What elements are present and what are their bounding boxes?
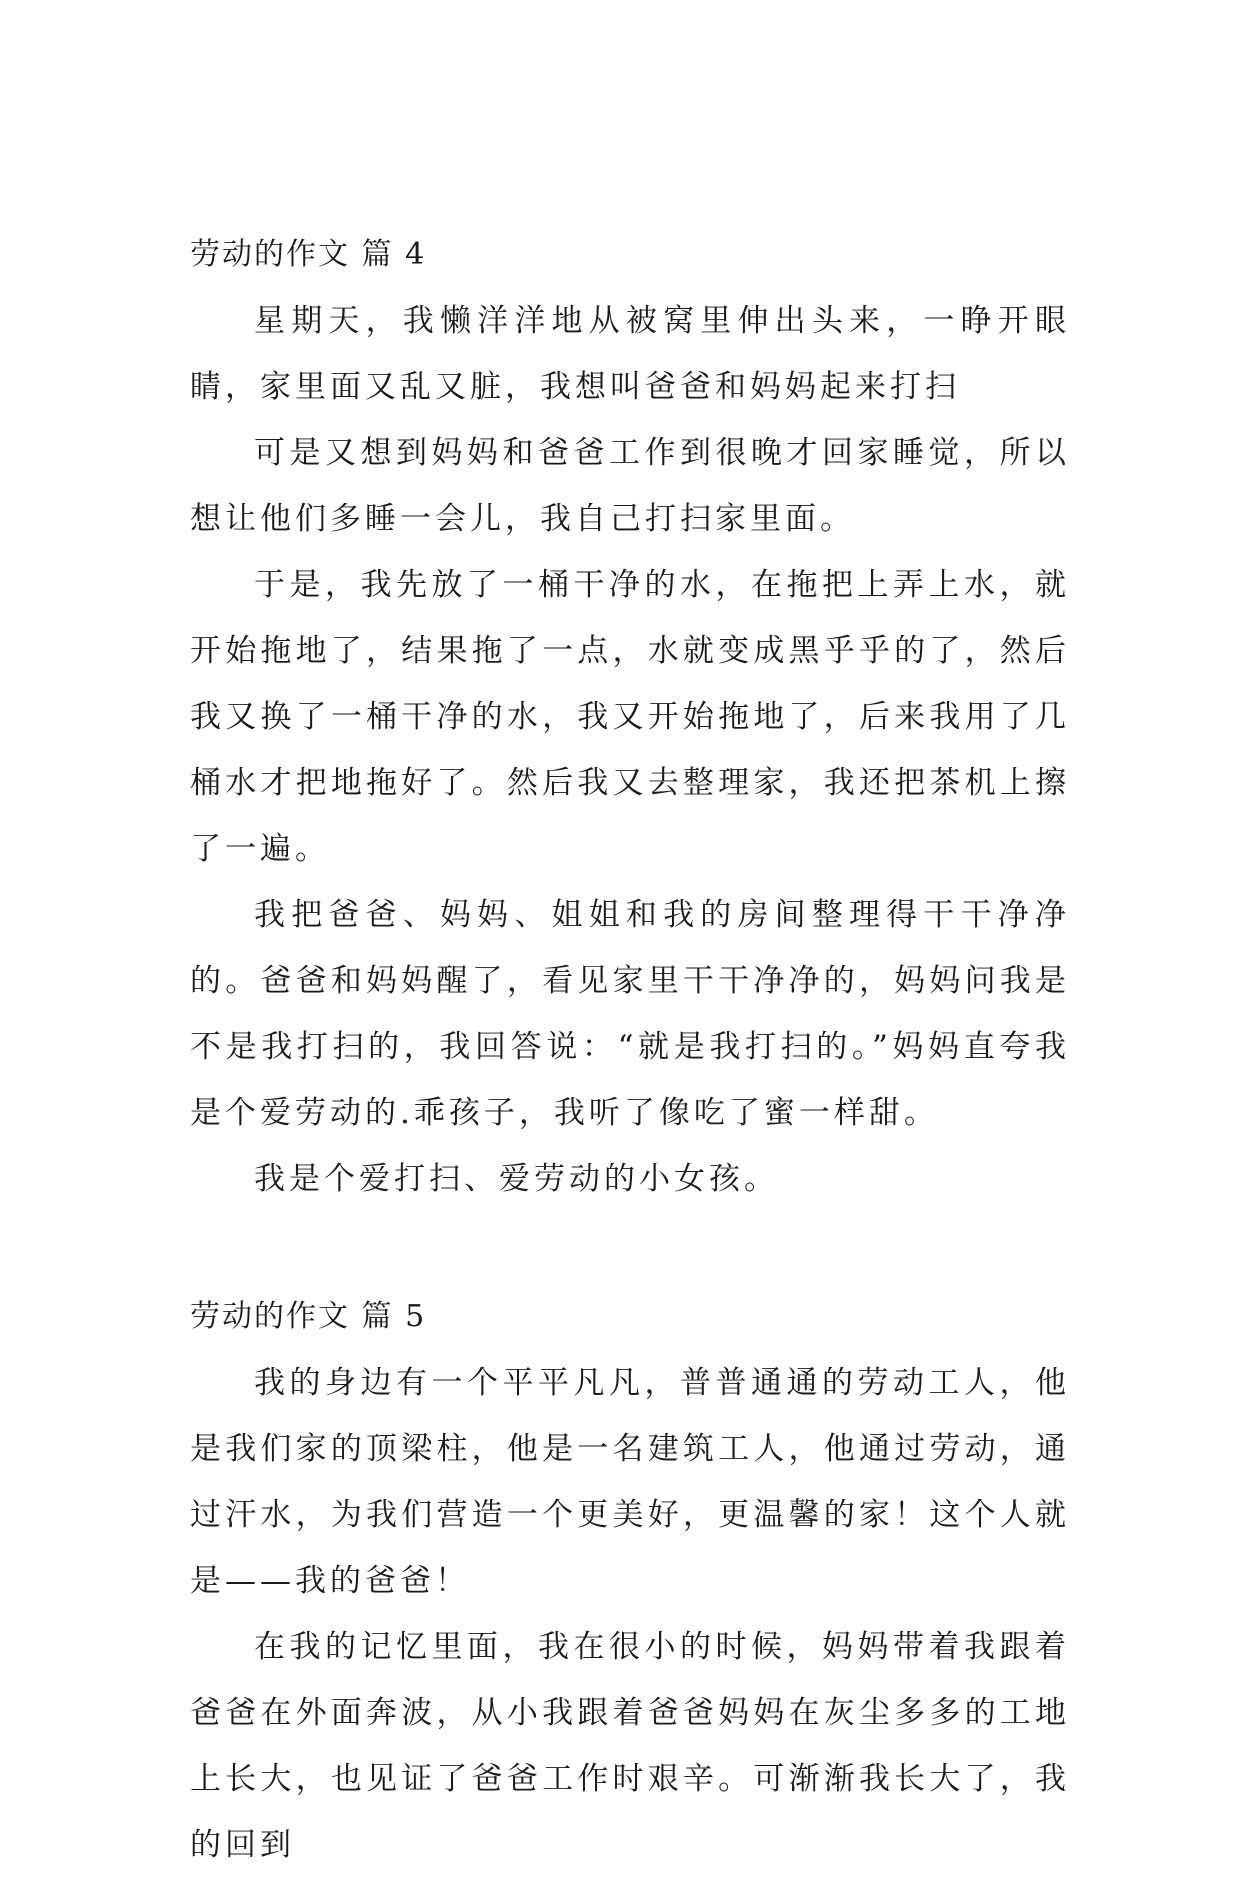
section-title: 劳动的作文 篇 5 (190, 1299, 427, 1334)
paragraph: 我是个爱打扫、爱劳动的小女孩。 (254, 1161, 779, 1197)
paragraph: 我把爸爸、妈妈、姐姐和我的房间整理得干干净净的。爸爸和妈妈醒了，看见家里干干净净的，妈妈问我是不是我打扫的，我回答说：“就是我打扫的。”妈妈直夸我是个爱劳动的.乖孩子，我听了像吃了蜜一样甜。 (190, 897, 1070, 1131)
paragraph: 星期天，我懒洋洋地从被窝里伸出头来，一睁开眼睛，家里面又乱又脏，我想叫爸爸和妈妈起来打扫 (190, 303, 1070, 405)
paragraph: 在我的记忆里面，我在很小的时候，妈妈带着我跟着爸爸在外面奔波，从小我跟着爸爸妈妈在灰尘多多的工地上长大，也见证了爸爸工作时艰辛。可渐渐我长大了，我的回到 (190, 1629, 1070, 1863)
paragraph: 我的身边有一个平平凡凡，普普通通的劳动工人，他是我们家的顶梁柱，他是一名建筑工人，他通过劳动，通过汗水，为我们营造一个更美好，更温馨的家！这个人就是——我的爸爸！ (190, 1365, 1070, 1599)
paragraph: 可是又想到妈妈和爸爸工作到很晚才回家睡觉，所以想让他们多睡一会儿，我自己打扫家里面。 (190, 435, 1070, 537)
section-title: 劳动的作文 篇 4 (190, 237, 427, 272)
section-spacer (190, 1212, 1070, 1284)
essay-section-4 (190, 222, 1070, 1212)
essay-section-5 (190, 1284, 1070, 1878)
document-page (190, 222, 1070, 1878)
paragraph: 于是，我先放了一桶干净的水，在拖把上弄上水，就开始拖地了，结果拖了一点，水就变成黑乎乎的了，然后我又换了一桶干净的水，我又开始拖地了，后来我用了几桶水才把地拖好了。然后我又去整理家，我还把茶机上擦了一遍。 (190, 567, 1070, 867)
